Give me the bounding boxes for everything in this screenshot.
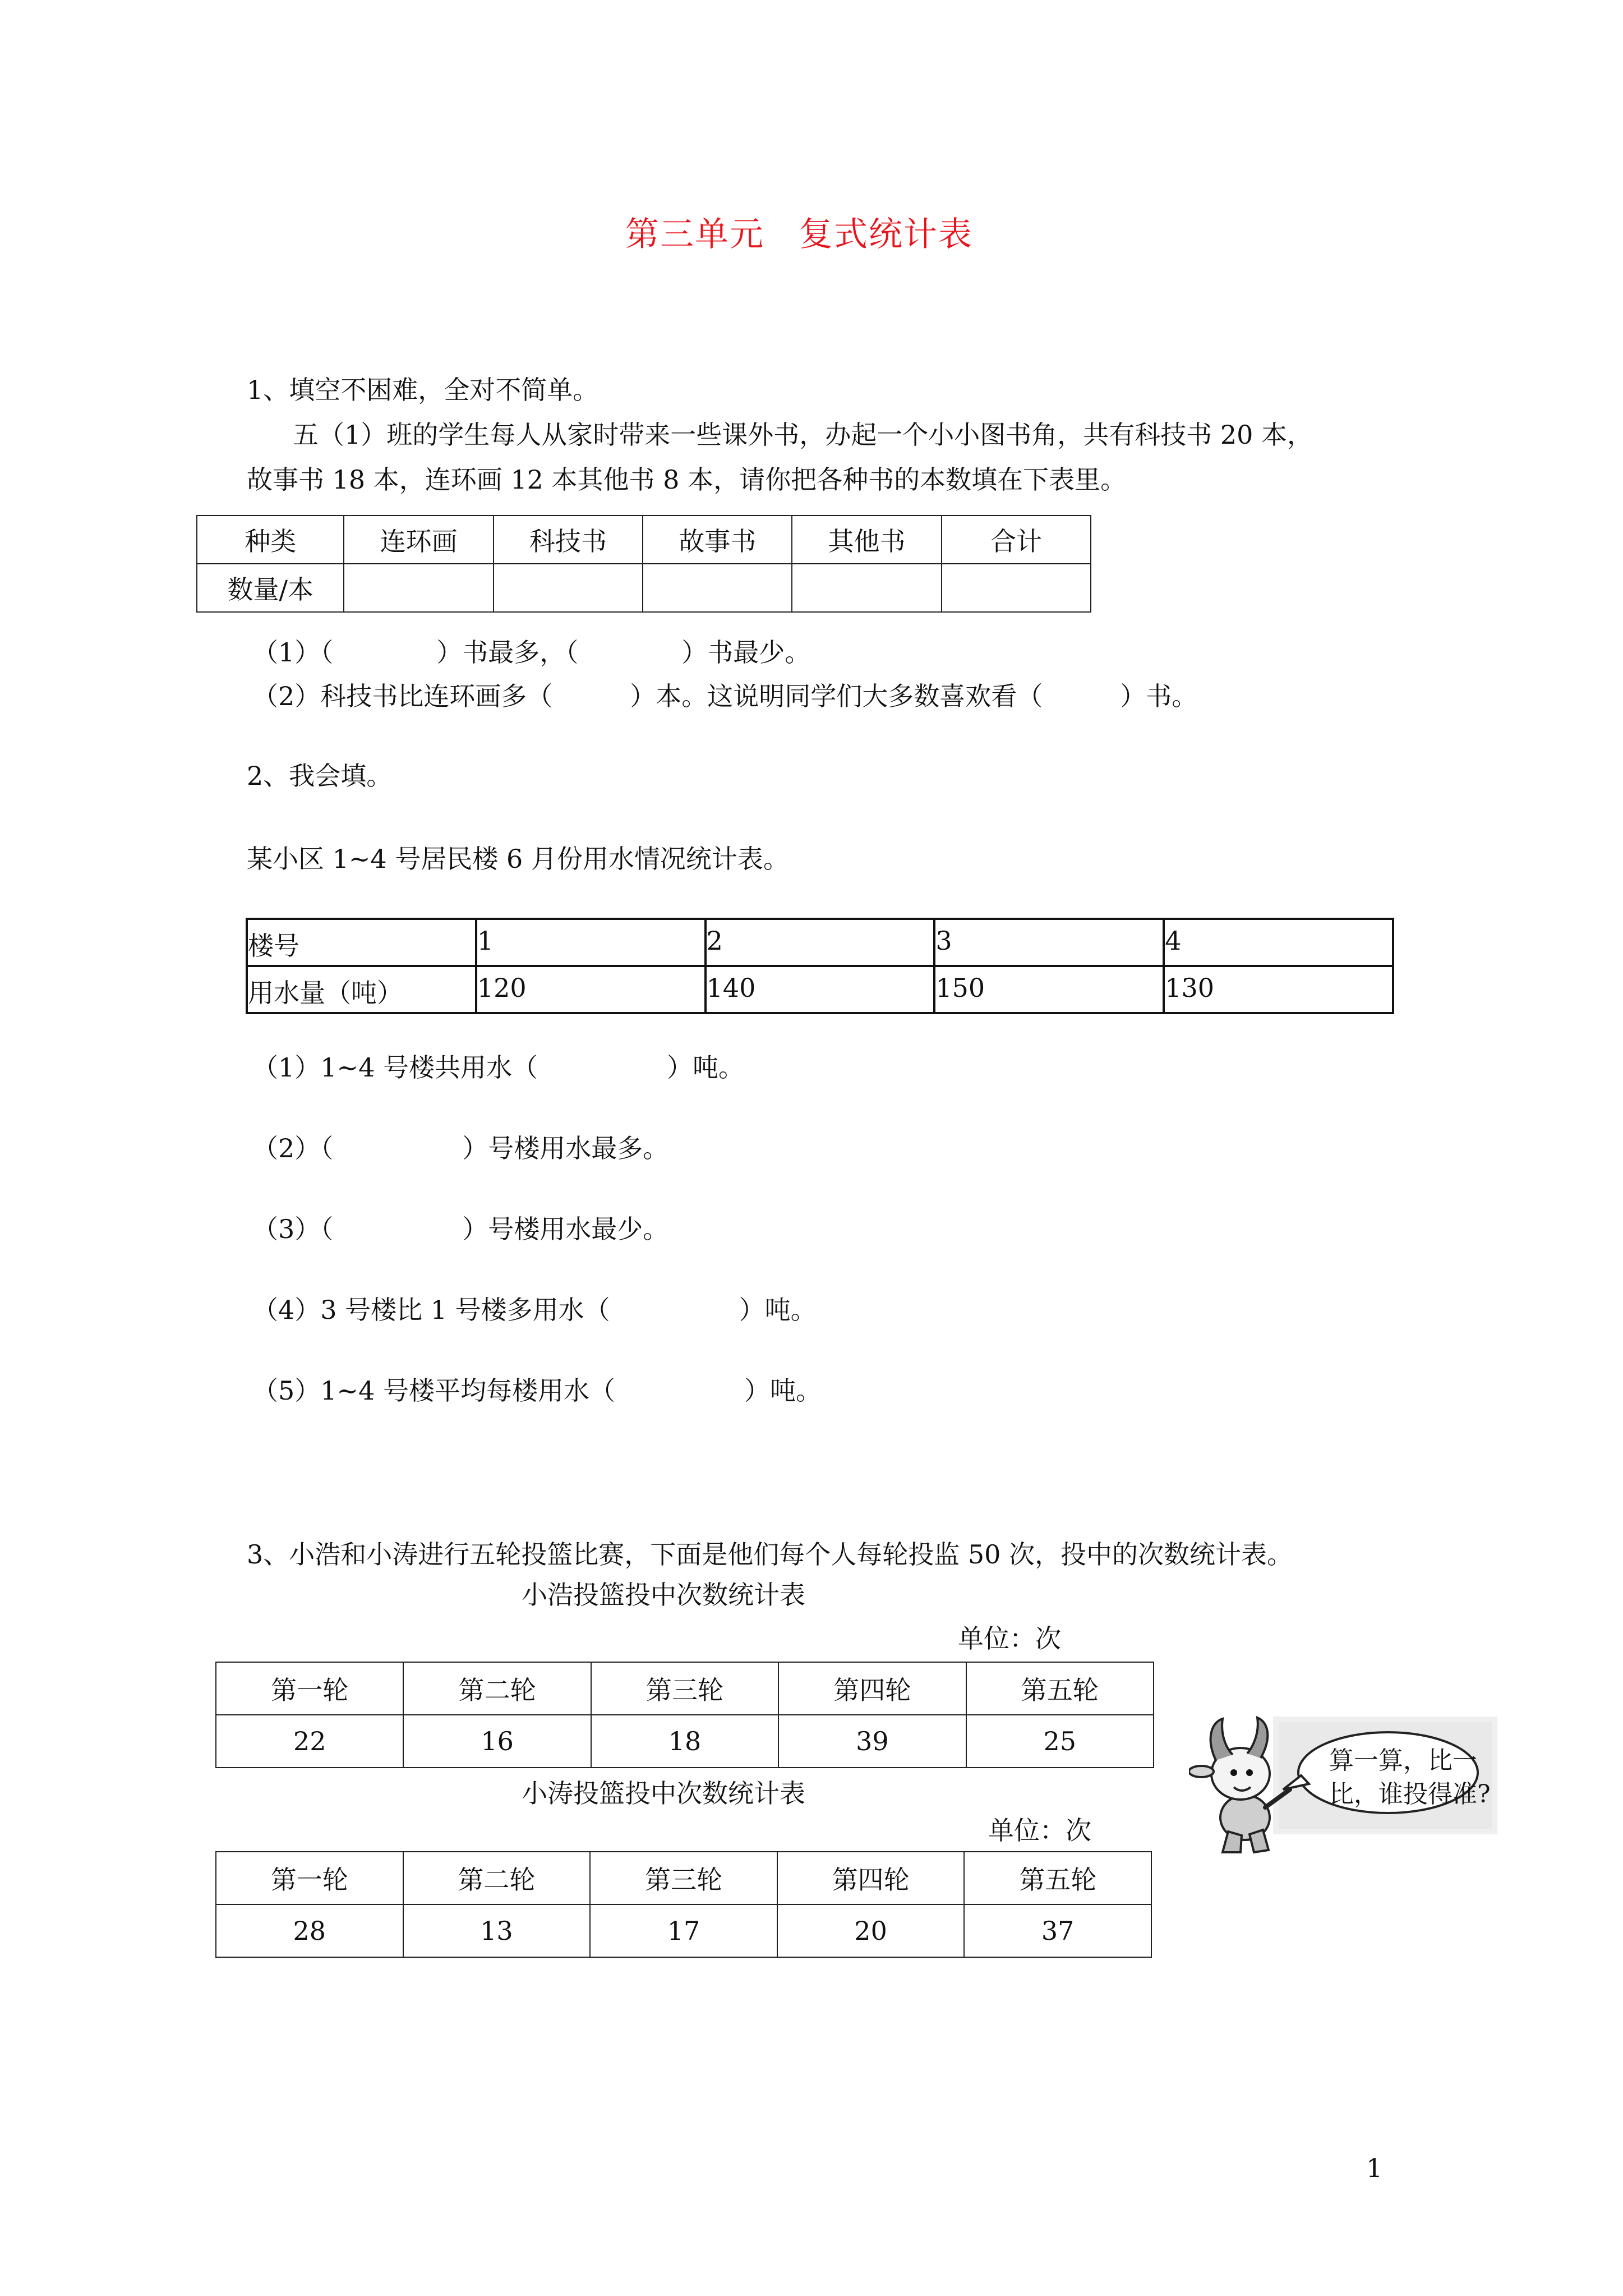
q2-sub4: （4）3 号楼比 1 号楼多用水（ ）吨。 — [252, 1295, 817, 1325]
answer-cell[interactable] — [942, 564, 1091, 612]
table-header-cell: 楼号 — [247, 919, 476, 966]
table-cell: 130 — [1164, 966, 1393, 1013]
table-header-cell: 第一轮 — [216, 1852, 403, 1904]
table-cell: 20 — [777, 1904, 965, 1957]
q2-sub5: （5）1~4 号楼平均每楼用水（ ）吨。 — [252, 1375, 822, 1406]
table-row — [216, 1715, 1154, 1768]
bubble-text-line2: 比，谁投得准? — [1329, 1780, 1491, 1809]
goat-cartoon — [1189, 1705, 1503, 1857]
table-cell: 37 — [964, 1904, 1151, 1957]
q2-sub3: （3）（ ）号楼用水最少。 — [252, 1214, 669, 1244]
table-cell: 4 — [1164, 919, 1393, 966]
table-header-cell: 第三轮 — [591, 1662, 778, 1715]
table-a-unit: 单位：次 — [958, 1623, 1061, 1654]
q1-sub1: （1）（ ）书最多，（ ）书最少。 — [252, 637, 811, 668]
q1-sub2: （2）科技书比连环画多（ ）本。这说明同学们大多数喜欢看（ ）书。 — [252, 681, 1198, 711]
table-cell: 150 — [934, 966, 1164, 1013]
table-cell: 18 — [591, 1715, 778, 1768]
answer-cell[interactable] — [643, 564, 792, 612]
page-title: 第三单元 复式统计表 — [625, 215, 973, 254]
q1-book-table — [196, 515, 1091, 613]
table-header-cell: 第二轮 — [403, 1852, 591, 1904]
q2-heading: 2、我会填。 — [247, 761, 393, 791]
table-cell: 25 — [966, 1715, 1154, 1768]
table-cell: 17 — [590, 1904, 777, 1957]
table-row — [247, 966, 1393, 1013]
table-row — [216, 1852, 1151, 1904]
q1-heading: 1、填空不困难，全对不简单。 — [247, 375, 599, 405]
table-cell: 22 — [216, 1715, 403, 1768]
q1-paragraph-line1: 五（1）班的学生每人从家时带来一些课外书，办起一个小小图书角，共有科技书 20 本， — [293, 420, 1313, 450]
table-cell: 3 — [934, 919, 1164, 966]
table-cell: 16 — [403, 1715, 591, 1768]
table-header-cell: 第三轮 — [590, 1852, 777, 1904]
table-row — [216, 1662, 1154, 1715]
table-b-unit: 单位：次 — [988, 1815, 1091, 1846]
table-row — [216, 1904, 1151, 1957]
table-cell: 13 — [403, 1904, 591, 1957]
table-header-cell: 合计 — [942, 516, 1091, 564]
table-header-cell: 种类 — [197, 516, 344, 564]
answer-cell[interactable] — [344, 564, 493, 612]
table-header-cell: 用水量（吨） — [247, 966, 476, 1013]
table-b-xiaotao — [215, 1851, 1152, 1958]
table-cell: 39 — [778, 1715, 966, 1768]
table-header-cell: 故事书 — [643, 516, 792, 564]
q2-caption: 某小区 1~4 号居民楼 6 月份用水情况统计表。 — [247, 844, 789, 874]
table-header-cell: 第二轮 — [403, 1662, 591, 1715]
table-row — [247, 919, 1393, 966]
table-a-caption: 小浩投篮投中次数统计表 — [522, 1580, 805, 1610]
table-row — [197, 564, 1091, 612]
table-cell: 120 — [476, 966, 706, 1013]
table-cell: 140 — [706, 966, 935, 1013]
page-number: 1 — [1366, 2153, 1383, 2183]
table-header-cell: 其他书 — [792, 516, 941, 564]
q2-water-table — [246, 918, 1394, 1014]
answer-cell[interactable] — [494, 564, 643, 612]
answer-cell[interactable] — [792, 564, 941, 612]
table-header-cell: 连环画 — [344, 516, 493, 564]
bubble-text-line1: 算一算，比一 — [1329, 1746, 1477, 1775]
table-header-cell: 第一轮 — [216, 1662, 403, 1715]
table-cell: 28 — [216, 1904, 403, 1957]
table-cell: 2 — [706, 919, 935, 966]
table-cell: 1 — [476, 919, 706, 966]
q3-heading: 3、小浩和小涛进行五轮投篮比赛，下面是他们每个人每轮投监 50 次，投中的次数统计表。 — [247, 1539, 1293, 1570]
table-header-cell: 第四轮 — [778, 1662, 966, 1715]
table-b-caption: 小涛投篮投中次数统计表 — [522, 1778, 805, 1809]
table-header-cell: 第五轮 — [964, 1852, 1151, 1904]
table-row — [197, 516, 1091, 564]
table-header-cell: 第五轮 — [966, 1662, 1154, 1715]
table-a-xiaohao — [215, 1662, 1154, 1768]
table-row-label: 数量/本 — [197, 564, 344, 612]
q1-paragraph-line2: 故事书 18 本，连环画 12 本其他书 8 本，请你把各种书的本数填在下表里。 — [247, 464, 1127, 495]
table-header-cell: 科技书 — [494, 516, 643, 564]
q2-sub1: （1）1~4 号楼共用水（ ）吨。 — [252, 1052, 744, 1083]
table-header-cell: 第四轮 — [777, 1852, 965, 1904]
q2-sub2: （2）（ ）号楼用水最多。 — [252, 1133, 669, 1163]
